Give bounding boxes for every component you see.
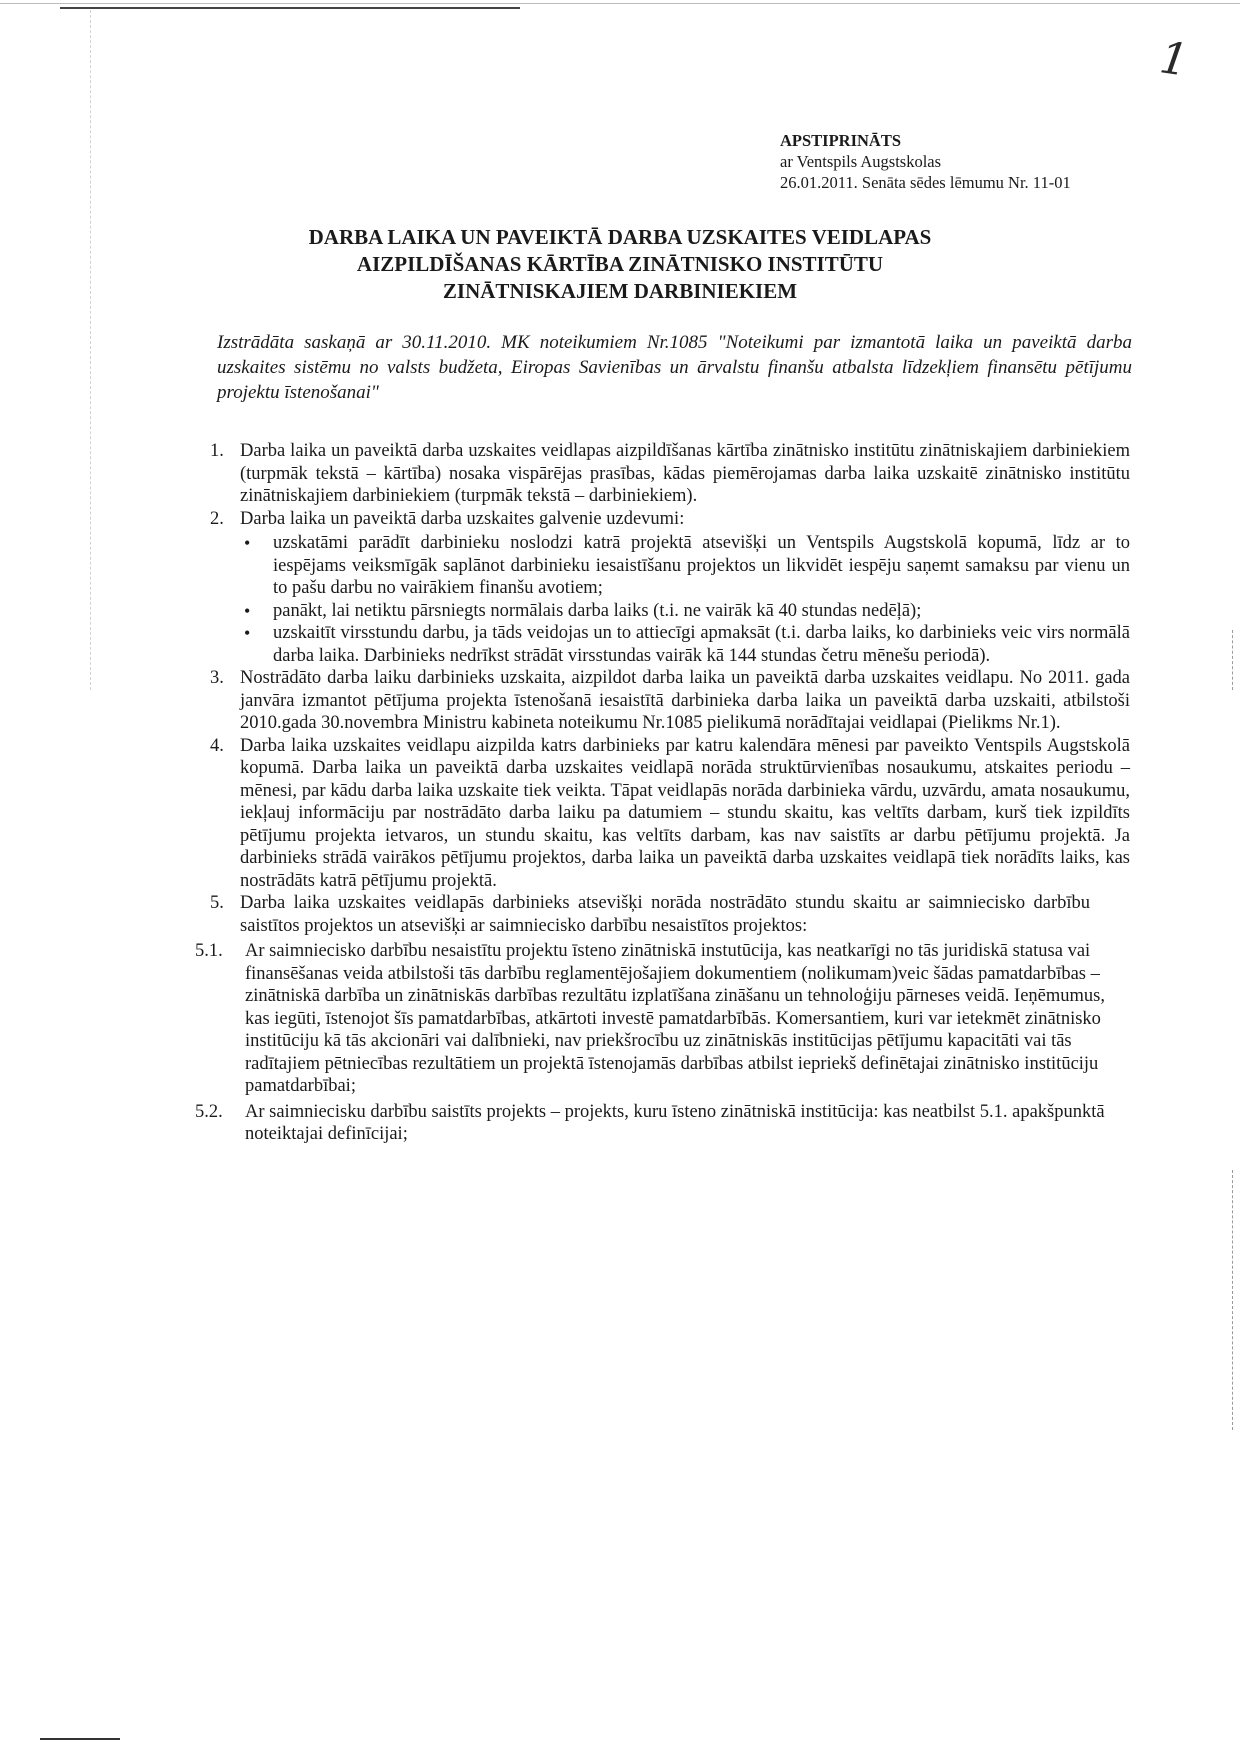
scan-line (60, 7, 520, 9)
bullet-item (240, 532, 1130, 600)
sub-item-number: 5.2. (195, 1101, 223, 1122)
list-item (205, 892, 1090, 937)
list-item (205, 508, 1130, 531)
item-text: Darba laika uzskaites veidlapās darbinieks atsevišķi norāda nostrādāto stundu skaitu ar saimniecisko darbību saistītos projektos un atsevišķi ar saimniecisko darbību nesaistītos projektos: (240, 893, 1090, 936)
item-text: Darba laika uzskaites veidlapu aizpilda katrs darbinieks par katru kalendāra mēnesi par paveikto Ventspils Augstskolā kopumā. Darba laika un paveiktā darba uzskaites veidlapā norāda struktūrvienības nosaukumu, atskaites periodu – mēnesi, par kādu darba laika uzskaite tiek veikta. Tāpat veidlapās norāda darbinieka vārdu, uzvārdu, amata nosaukumu, iekļauj informāciju par nostrādāto darba laiku pa datumiem – stundu skaitu, kas veltīts darbam, kurš tiek izpildīts pētījumu projekta ietvaros, un stundu skaitu, kas veltīts darbam, kas nav saistīts ar darbu pētījumu projektā. Ja darbinieks strādā vairākos pētījumu projektos, darba laika un paveiktā darba uzskaites veidlapā tiek norādīts laiks, kas nostrādāts katrā pētījumu projektā. (240, 735, 1130, 891)
scan-speckle-right (1232, 1170, 1236, 1430)
bullet-item (240, 600, 1130, 623)
list-item (205, 440, 1130, 508)
approval-heading: APSTIPRINĀTS (780, 131, 902, 150)
sub-item-text: Ar saimniecisko darbību nesaistītu projektu īsteno zinātniskā instutūcija, kas neatkarīgi no tās juridiskā statusa vai finansēšanas veida atbilstoši tās darbību reglamentējošajiem dokumentiem (nolikumam)veic šādas pamatdarbības – zinātniskā darbība un zinātniskās darbības rezultātu izplatīšana zināšanu un tehnoloģiju pārneses veidā. Ieņēmumus, kas iegūti, īstenojot šīs pamatdarbības, atkārtoti investē pamatdarbībās. Komersantiem, kuri var ietekmēt zinātnisko institūciju kā tās akcionāri vai dalībnieki, nav priekšrocību uz zinātniskās institūcijas pētījumu kapacitāti vai tās radītajiem pētniecības rezultātiem un projektā īstenojamās darbības atbilst iepriekš definētajai zinātnisko institūciju pamatdarbībai; (245, 941, 1105, 1096)
scan-border-top (0, 0, 1240, 14)
title-line: ZINĀTNISKAJIEM DARBINIEKIEM (442, 279, 798, 303)
bullet-item (240, 622, 1130, 667)
scan-mark (70, 1738, 120, 1740)
bullet-text: uzskaitīt virsstundu darbu, ja tāds veidojas un to attiecīgi apmaksāt (t.i. darba laiks, ko darbinieks veic virs normālā darba laika. Darbinieks nedrīkst strādāt virsstundas vairāk kā 144 stundas četru mēnešu periodā). (273, 623, 1130, 666)
sub-item-number: 5.1. (195, 941, 223, 961)
scan-line (0, 3, 1240, 4)
bullet-text: uzskatāmi parādīt darbinieku noslodzi katrā projektā atsevišķi un Ventspils Augstskolā kopumā, līdz ar to iespējams veiksmīgāk saplānot darbinieku iesaistīšanu projektos un likvidēt iespēju saņemt samaksu par vienu un to pašu darbu no vairākiem finanšu avotiem; (273, 533, 1130, 598)
approval-line: ar Ventspils Augstskolas (780, 152, 942, 171)
item-number: 1. (210, 441, 224, 461)
sub-item-text: Ar saimniecisku darbību saistīts projekts – projekts, kuru īsteno zinātniskā institūcija: kas neatbilst 5.1. apakšpunktā noteiktajai definīcijai; (245, 1101, 1105, 1144)
sub-item (195, 1101, 1125, 1146)
bullet-icon: • (244, 623, 251, 643)
bullet-list (205, 532, 1130, 667)
bullet-icon: • (244, 600, 251, 621)
approval-block (780, 130, 1071, 193)
scan-mark (40, 1738, 70, 1740)
item-text: Darba laika un paveiktā darba uzskaites galvenie uzdevumi: (240, 508, 685, 529)
document-title (200, 224, 1040, 305)
item-text: Darba laika un paveiktā darba uzskaites veidlapas aizpildīšanas kārtība zinātnisko institūtu zinātniskajiem darbiniekiem (turpmāk tekstā – kārtība) nosaka vispārējas prasības, kādas piemērojamas darba laika uzskaitē zinātnisko institūtu zinātniskajiem darbiniekiem (turpmāk tekstā – darbiniekiem). (240, 441, 1130, 506)
scan-speckle-left (90, 10, 105, 690)
document-body (195, 440, 1130, 1146)
item-number: 5. (210, 893, 224, 913)
scan-speckle-right (1232, 630, 1236, 690)
item-number: 3. (210, 668, 224, 688)
bullet-text: panākt, lai netiktu pārsniegts normālais darba laiks (t.i. ne vairāk kā 40 stundas nedēļā); (273, 600, 922, 621)
handwritten-page-number: 1 (1156, 32, 1192, 87)
scan-border-bottom (40, 1738, 1200, 1740)
list-item (205, 667, 1130, 735)
item-number: 2. (210, 508, 224, 529)
list-item (205, 735, 1130, 893)
title-line: DARBA LAIKA UN PAVEIKTĀ DARBA UZSKAITES VEIDLAPAS (308, 225, 932, 249)
sub-item (195, 940, 1125, 1098)
item-text: Nostrādāto darba laiku darbinieks uzskaita, aizpildot darba laika un paveiktā darba uzskaites veidlapu. No 2011. gada janvāra izmantot pētījuma projekta īstenošanā iesaistītā darbinieka darba laika un paveiktā darba uzskaiti, atbilstoši 2010.gada 30.novembra Ministru kabineta noteikumu Nr.1085 pielikumā norādītajai veidlapai (Pielikms Nr.1). (240, 668, 1130, 733)
intro-paragraph: Izstrādāta saskaņā ar 30.11.2010. MK noteikumiem Nr.1085 "Noteikumi par izmantotā laika un paveiktā darba uzskaites sistēmu no valsts budžeta, Eiropas Savienības un ārvalstu finanšu atbalsta līdzekļiem finansētu pētījumu projektu īstenošanai" (217, 332, 1132, 403)
approval-line: 26.01.2011. Senāta sēdes lēmumu Nr. 11-01 (780, 173, 1071, 192)
bullet-icon: • (244, 533, 251, 553)
title-line: AIZPILDĪŠANAS KĀRTĪBA ZINĀTNISKO INSTITŪTU (356, 252, 884, 276)
item-number: 4. (210, 735, 224, 756)
